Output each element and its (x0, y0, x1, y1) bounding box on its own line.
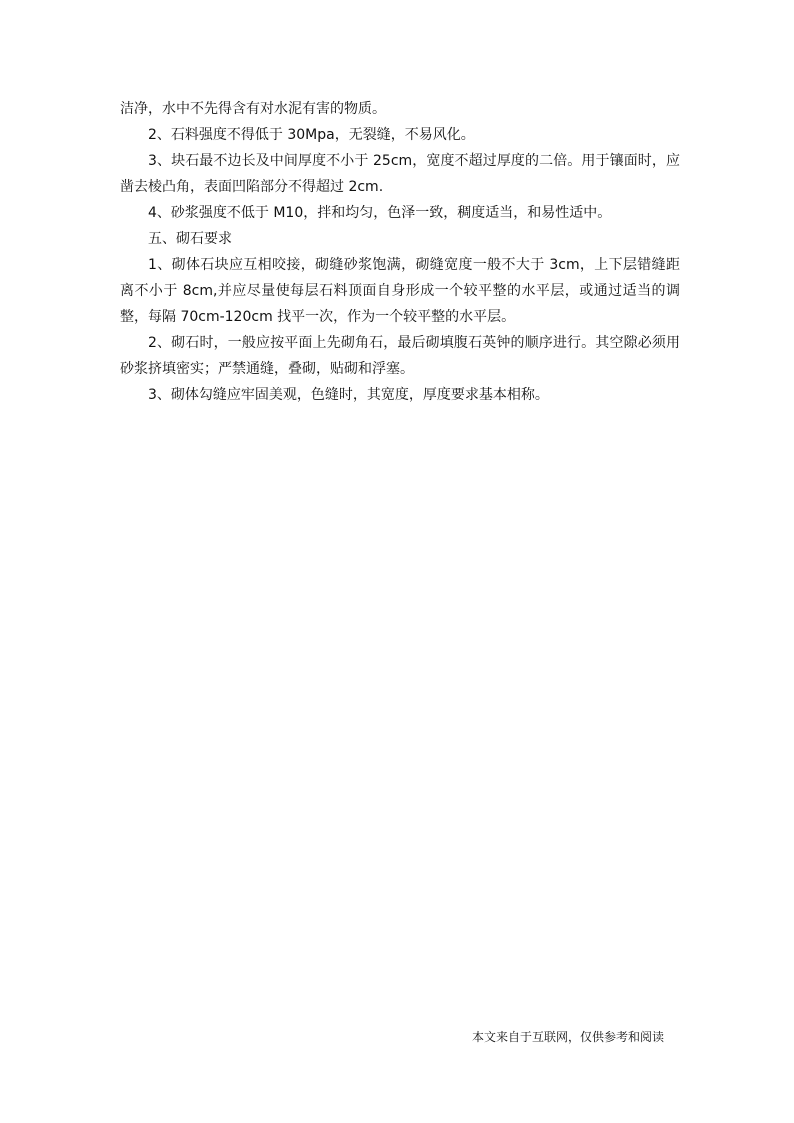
document-body (120, 96, 680, 408)
section-heading-masonry-requirements: 五、砌石要求 (148, 231, 232, 247)
paragraph-masonry-joints: 1、砌体石块应互相咬接，砌缝砂浆饱满，砌缝宽度一般不大于 3cm，上下层错缝距离不小于 8cm,并应尽量使每层石料顶面自身形成一个较平整的水平层，或通过适当的调整，每隔 70cm-120cm 找平一次，作为一个较平整的水平层。 (120, 257, 680, 325)
paragraph-block-stone-size: 3、块石最不边长及中间厚度不小于 25cm，宽度不超过厚度的二倍。用于镶面时，应凿去棱凸角，表面凹陷部分不得超过 2cm. (120, 153, 680, 195)
paragraph-mortar-strength: 4、砂浆强度不低于 M10，拌和均匀，色泽一致，稠度适当，和易性适中。 (148, 205, 612, 221)
paragraph-continuation: 洁净，水中不先得含有对水泥有害的物质。 (120, 101, 386, 117)
paragraph-pointing: 3、砌体勾缝应牢固美观，色缝时，其宽度，厚度要求基本相称。 (148, 387, 549, 403)
paragraph-stone-strength: 2、石料强度不得低于 30Mpa，无裂缝，不易风化。 (148, 127, 475, 143)
page-footer-note: 本文来自于互联网，仅供参考和阅读 (472, 1030, 665, 1044)
paragraph-masonry-order: 2、砌石时，一般应按平面上先砌角石，最后砌填腹石英钟的顺序进行。其空隙必须用砂浆挤填密实；严禁通缝，叠砌，贴砌和浮塞。 (120, 335, 680, 377)
